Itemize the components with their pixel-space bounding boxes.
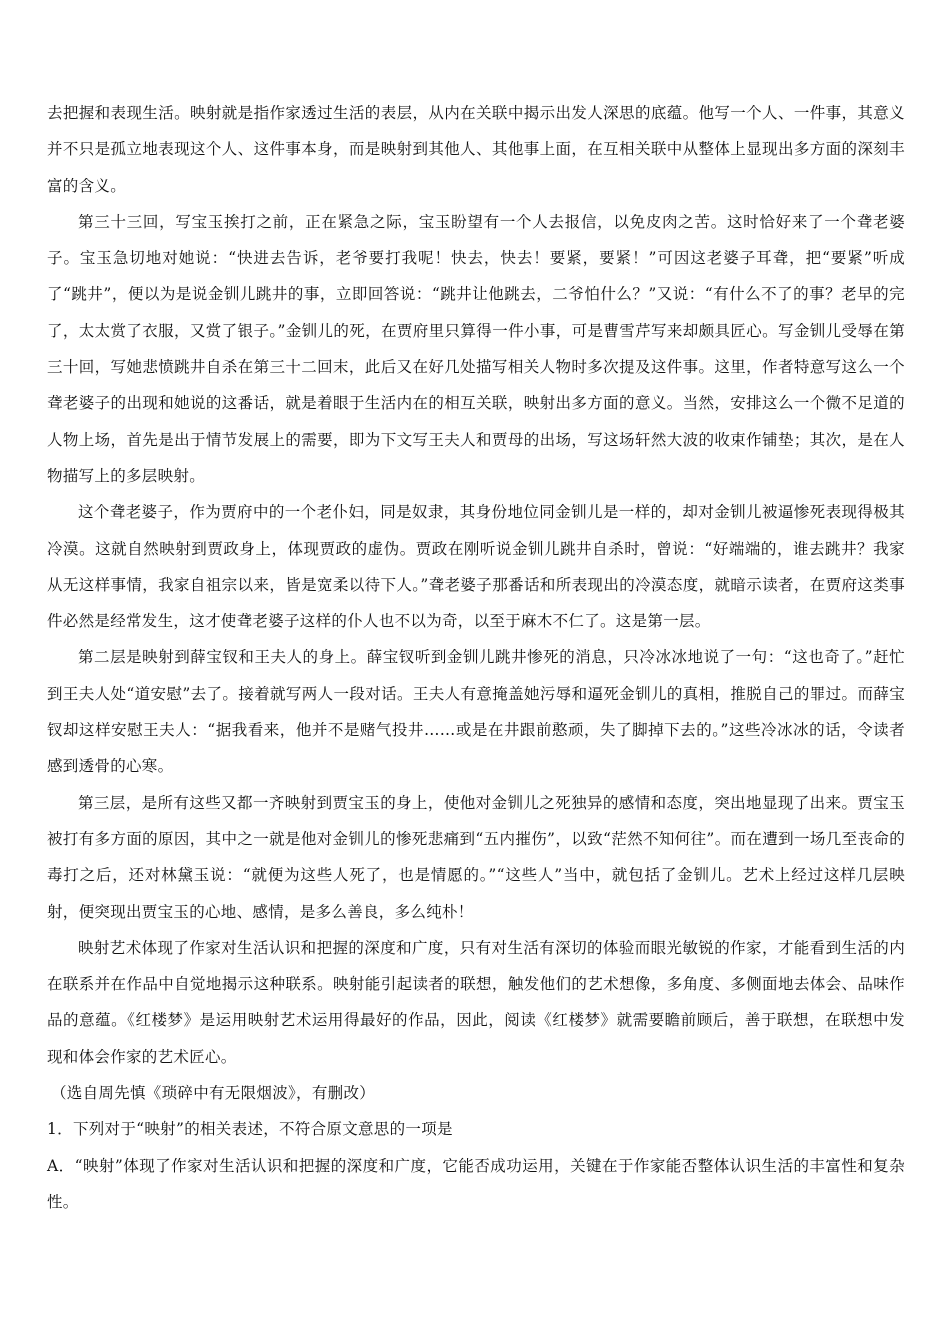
paragraph-continuation: 去把握和表现生活。映射就是指作家透过生活的表层，从内在关联中揭示出发人深思的底蕴。他写一个人、一件事，其意义并不只是孤立地表现这个人、这件事本身，而是映射到其他人、其他事上面，在互相关联中从整体上显现出多方面的深刻丰富的含义。 [47, 104, 905, 195]
paragraph-first-layer: 这个聋老婆子，作为贾府中的一个老仆妇，同是奴隶，其身份地位同金钏儿是一样的，却对金钏儿被逼惨死表现得极其冷漠。这就自然映射到贾政身上，体现贾政的虚伪。贾政在刚听说金钏儿跳井自杀时，曾说：“好端端的，谁去跳井？我家从无这样事情，我家自祖宗以来，皆是宽柔以待下人。”聋老婆子那番话和所表现出的冷漠态度，就暗示读者，在贾府这类事件必然是经常发生，这才使聋老婆子这样的仆人也不以为奇，以至于麻木不仁了。这是第一层。 [47, 503, 905, 631]
paragraph-third-layer: 第三层，是所有这些又都一齐映射到贾宝玉的身上，使他对金钏儿之死独异的感情和态度，突出地显现了出来。贾宝玉被打有多方面的原因，其中之一就是他对金钏儿的惨死悲痛到“五内摧伤”，以致“茫然不知何往”。而在遭到一场几至丧命的毒打之后，还对林黛玉说：“就便为这些人死了，也是情愿的。”“这些人”当中，就包括了金钏儿。艺术上经过这样几层映射，便突现出贾宝玉的心地、感情，是多么善良，多么纯朴！ [47, 793, 905, 921]
option-a: A．“映射”体现了作家对生活认识和把握的深度和广度，它能否成功运用，关键在于作家能否整体认识生活的丰富性和复杂性。 [47, 1156, 905, 1211]
paragraph-second-layer: 第二层是映射到薛宝钗和王夫人的身上。薛宝钗听到金钏儿跳井惨死的消息，只冷冰冰地说了一句：“这也奇了。”赶忙到王夫人处“道安慰”去了。接着就写两人一段对话。王夫人有意掩盖她污辱和逼死金钏儿的真相，推脱自己的罪过。而薛宝钗却这样安慰王夫人：“据我看来，他并不是赌气投井……或是在井跟前憨顽，失了脚掉下去的。”这些冷冰冰的话，令读者感到透骨的心寒。 [47, 648, 905, 776]
document-page [47, 95, 905, 1220]
paragraph-conclusion: 映射艺术体现了作家对生活认识和把握的深度和广度，只有对生活有深切的体验而眼光敏锐的作家，才能看到生活的内在联系并在作品中自觉地揭示这种联系。映射能引起读者的联想，触发他们的艺术想像，多角度、多侧面地去体会、品味作品的意蕴。《红楼梦》是运用映射艺术运用得最好的作品，因此，阅读《红楼梦》就需要瞻前顾后，善于联想，在联想中发现和体会作家的艺术匠心。 [47, 938, 905, 1066]
question-1: 1．下列对于“映射”的相关表述，不符合原文意思的一项是 [47, 1120, 453, 1139]
source-citation: （选自周先慎《琐碎中有无限烟波》，有删改） [51, 1084, 376, 1103]
paragraph-chapter-33: 第三十三回，写宝玉挨打之前，正在紧急之际，宝玉盼望有一个人去报信，以免皮肉之苦。这时恰好来了一个聋老婆子。宝玉急切地对她说：“快进去告诉，老爷要打我呢！快去，快去！要紧，要紧！”可因这老婆子耳聋，把“要紧”听成了“跳井”，便以为是说金钏儿跳井的事，立即回答说：“跳井让他跳去，二爷怕什么？”又说：“有什么不了的事？老早的完了，太太赏了衣服，又赏了银子。”金钏儿的死，在贾府里只算得一件小事，可是曹雪芹写来却颇具匠心。写金钏儿受辱在第三十回，写她悲愤跳井自杀在第三十二回末，此后又在好几处描写相关人物时多次提及这件事。这里，作者特意写这么一个聋老婆子的出现和她说的这番话，就是着眼于生活内在的相互关联，映射出多方面的意义。当然，安排这么一个微不足道的人物上场，首先是出于情节发展上的需要，即为下文写王夫人和贾母的出场，写这场轩然大波的收束作铺垫；其次，是在人物描写上的多层映射。 [47, 212, 905, 485]
